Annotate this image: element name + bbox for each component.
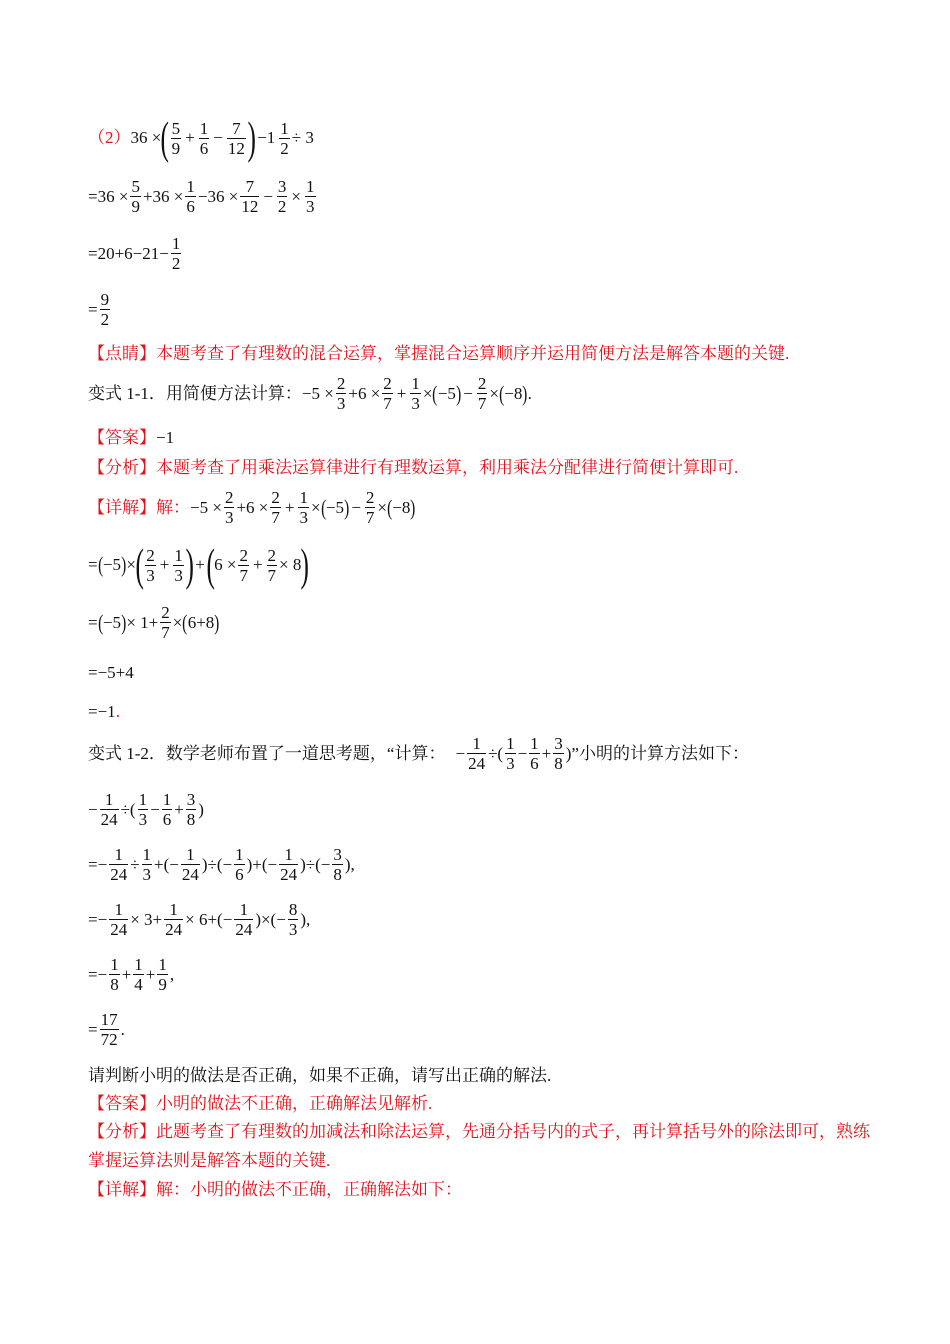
variant11-detail: 【详解】 解： −5 × $\frac{2}{3}$ +6 × $\frac{2}{7}$ + $\frac{1}{3}$ × ( −5 ) − $\frac{2}{7}$ × ( −8 ) bbox=[88, 488, 416, 527]
variant11-step5: =−1. bbox=[88, 702, 120, 721]
variant12-title: 变式 1-2．数学老师布置了一道思考题，“计算： − $\frac{1}{24}$ ÷( $\frac{1}{3}$ − $\frac{1}{6}$ + $\frac{3}{8}$ ) ”小明的计算方法如下： bbox=[88, 734, 749, 773]
comment-tag: 【点睛】 bbox=[88, 344, 156, 363]
part2-step3: = $\frac{9}{2}$ bbox=[88, 290, 110, 329]
variant11-title: 变式 1-1．用简便方法计算： −5 × $\frac{2}{3}$ +6 × $\frac{2}{7}$ + $\frac{1}{3}$ × ( −5 ) − $\frac{2}{7}$ × ( −8 ) . bbox=[88, 374, 532, 413]
part2-expression: （2） 36 × ( $\frac{5}{9}$ + $\frac{1}{6}$ − $\frac{7}{12}$ ) −1 $\frac{1}{2}$ ÷ 3 bbox=[88, 112, 314, 163]
fraction: $\frac{5}{9}$ bbox=[171, 118, 181, 158]
fraction: $\frac{1}{2}$ bbox=[280, 118, 289, 158]
variant11-analysis: 【分析】本题考查了用乘法运算律进行有理数运算，利用乘法分配律进行简便计算即可. bbox=[88, 458, 739, 477]
variant12-detail: 【详解】解：小明的做法不正确，正确解法如下： bbox=[88, 1180, 462, 1199]
variant11-answer: 【答案】−1 bbox=[88, 428, 175, 447]
variant11-step2: = ( −5 ) × 1+ $\frac{2}{7}$ × ( 6+8 ) bbox=[88, 603, 220, 642]
fraction: $\frac{7}{12}$ bbox=[227, 118, 245, 158]
variant12-step3: =− $\frac{1}{8}$ + $\frac{1}{4}$ + $\frac{1}{9}$ , bbox=[88, 955, 175, 994]
variant12-expr: − $\frac{1}{24}$ ÷( $\frac{1}{3}$ − $\frac{1}{6}$ + $\frac{3}{8}$ ) bbox=[88, 790, 204, 829]
variant12-question: 请判断小明的做法是否正确，如果不正确，请写出正确的解法. bbox=[88, 1066, 552, 1085]
variant12-answer: 【答案】小明的做法不正确，正确解法见解析. bbox=[88, 1094, 433, 1113]
part2-comment: 【点睛】本题考查了有理数的混合运算，掌握混合运算顺序并运用简便方法是解答本题的关键. bbox=[88, 344, 790, 363]
variant12-analysis-cont: 掌握运算法则是解答本题的关键. bbox=[88, 1151, 331, 1170]
part2-step2: =20+6−21− $\frac{1}{2}$ bbox=[88, 234, 181, 273]
variant12-step1: =− $\frac{1}{24}$ ÷ $\frac{1}{3}$ +(− $\frac{1}{24}$ )÷(− $\frac{1}{6}$ )+(− $\frac{1}{24}$ )÷(− $\frac{3}{8}$ ), bbox=[88, 845, 355, 884]
variant11-step1: = ( −5 ) × ( $\frac{2}{3}$ + $\frac{1}{3}$ ) + ( 6 × $\frac{2}{7}$ + $\frac{2}{7}$ × 8 ) bbox=[88, 539, 310, 590]
variant11-step4: =−5+4 bbox=[88, 663, 134, 682]
part2-label: （2） bbox=[88, 128, 131, 147]
fraction: $\frac{1}{6}$ bbox=[199, 118, 209, 158]
variant12-analysis: 【分析】此题考查了有理数的加减法和除法运算，先通分括号内的式子，再计算括号外的除法即可，熟练 bbox=[88, 1122, 870, 1141]
part2-step1: =36 × $\frac{5}{9}$ +36 × $\frac{1}{6}$ −36 × $\frac{7}{12}$ − $\frac{3}{2}$ × $\frac{1}{3}$ bbox=[88, 177, 315, 216]
variant12-step4: = $\frac{17}{72}$ . bbox=[88, 1010, 125, 1049]
variant12-step2: =− $\frac{1}{24}$ × 3+ $\frac{1}{24}$ × 6+(− $\frac{1}{24}$ )×(− $\frac{8}{3}$ ), bbox=[88, 900, 311, 939]
